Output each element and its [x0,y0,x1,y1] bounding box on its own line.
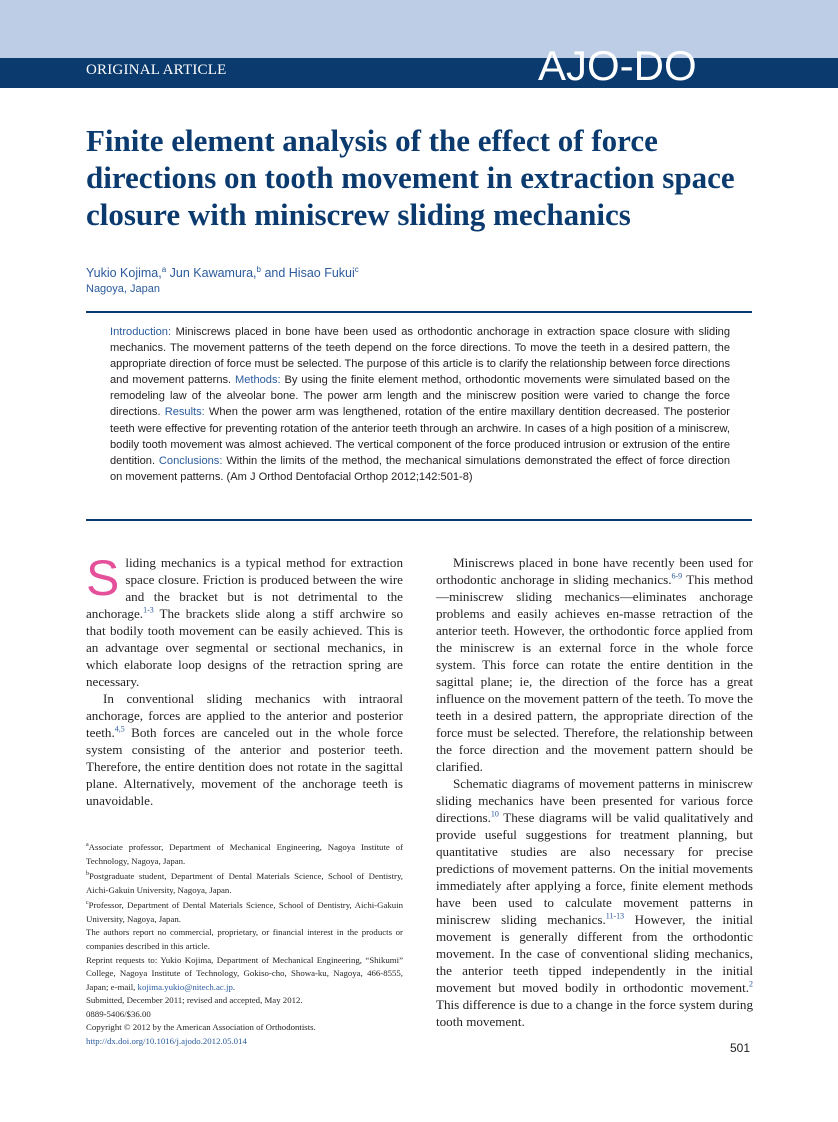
abstract-methods-heading: Methods: [234,374,281,387]
author-name: and Hisao Fukui [260,266,355,281]
citation-link[interactable]: 6-9 [671,571,683,581]
paragraph-text: This difference is due to a change in the force system during tooth movement. [436,997,753,1029]
abstract [110,324,730,485]
author-affiliation-mark: c [354,265,359,274]
author-affiliation-mark: a [161,265,167,274]
paragraph-text: The brackets slide along a stiff archwire so that bodily tooth movement can be easily achieved. This is an advantage over segmental or sectional mechanics, in which elaborate loop designs of the retraction spring are necessary. [86,606,403,689]
paragraph-text: However, the initial movement is generally different from the orthodontic movement. In the case of conventional sliding mechanics, the anterior teeth tipped independently in the initial movement but moved bodily in orthodontic movement. [436,912,753,995]
body-column-right [436,554,753,1030]
footnote-affiliation-b [86,868,403,897]
citation-link[interactable]: 2 [749,979,753,989]
footnote-text: Associate professor, Department of Mechanical Engineering, Nagoya Institute of Technology, Nagoya, Japan. [86,841,403,866]
citation-link[interactable]: 1-3 [143,605,154,615]
abstract-results-text: When the power arm was lengthened, rotation of the entire maxillary dentition decreased. The posterior teeth were effective for preventing rotation of the anterior teeth through an archwire. In cases of a high position of a miniscrew, bodily tooth movement was almost achieved. The vertical component of the force produced intrusion or extrusion of the entire dentition. [110,406,730,467]
author-name: Yukio Kojima, [86,266,162,281]
body-paragraph [436,554,753,775]
footnote-submitted: Submitted, December 2011; revised and accepted, May 2012. [86,995,303,1006]
journal-logo: AJO-DO [538,42,697,89]
doi-link[interactable]: http://dx.doi.org/10.1016/j.ajodo.2012.05.014 [86,1036,247,1047]
footnote-mark: b [86,871,89,878]
paragraph-text: These diagrams will be valid qualitatively and provide useful suggestions for treatment planning, but quantitative studies are also necessary for precise predictions of movement patterns. On the initial movements immediately after applying a force, finite element methods have been used to calculate movement patterns in miniscrew sliding mechanics. [436,810,753,927]
body-paragraph [436,775,753,1030]
footnote-mark: c [86,900,89,907]
page-number: 501 [730,1041,751,1055]
footnote-text: . [232,981,236,992]
abstract-conclusions-heading: Conclusions: [158,454,223,467]
abstract-introduction-text: Miniscrews placed in bone have been used as orthodontic anchorage in extraction space closure with sliding mechanics. The movement patterns of the teeth depend on the force directions. To move the teeth in a desired pattern, the appropriate direction of force must be selected. The purpose of this article is to clarify the relationship between force directions and movement patterns. [110,326,730,387]
footnote-affiliation-c [86,897,403,926]
body-paragraph [86,550,403,690]
abstract-conclusions-text: Within the limits of the method, the mechanical simulations demonstrated the effect of force direction on movement patterns. (Am J Orthod Dentofacial Orthop 2012;142:501-8) [110,454,731,483]
abstract-introduction-heading: Introduction: [110,326,172,338]
footnote-copyright: Copyright © 2012 by the American Association of Orthodontists. [86,1022,316,1033]
paragraph-text: liding mechanics is a typical method for extraction space closure. Friction is produced between the wire and the bracket but is not detrimental to the anchorage. [86,555,403,621]
paragraph-text: Schematic diagrams of movement patterns in miniscrew sliding mechanics have been presented for various force directions. [436,776,753,825]
abstract-top-rule [86,311,752,313]
abstract-methods-text: By using the finite element method, orthodontic movements were simulated based on the remodeling law of the alveolar bone. The power arm length and the miniscrew position were varied to change the force directions. [110,374,731,419]
drop-cap: S [86,550,120,606]
citation-link[interactable]: 10 [490,809,499,819]
citation-link[interactable]: 4,5 [114,724,125,734]
abstract-results-heading: Results: [164,406,205,419]
footnote-issn: 0889-5406/$36.00 [86,1008,151,1019]
author-name: Jun Kawamura, [166,266,257,281]
article-type-label: ORIGINAL ARTICLE [86,62,227,78]
footnote-affiliation-a [86,839,403,868]
body-paragraph [86,690,403,809]
article-title: Finite element analysis of the effect of force directions on tooth movement in extraction space closure with miniscrew sliding mechanics [86,123,735,232]
paragraph-text: In conventional sliding mechanics with intraoral anchorage, forces are applied to the anterior and posterior teeth. [86,691,403,740]
footnotes [86,839,403,1049]
footnote-text: Professor, Department of Dental Materials Science, School of Dentistry, Aichi-Gakuin University, Nagoya, Japan. [86,900,403,924]
footnote-disclosure: The authors report no commercial, proprietary, or financial interest in the products or companies described in this article. [86,927,403,951]
footnote-reprint [86,954,403,995]
paragraph-text: Miniscrews placed in bone have recently been used for orthodontic anchorage in sliding mechanics. [436,555,753,587]
header-top-band [0,0,838,58]
footnote-text: Postgraduate student, Department of Dental Materials Science, School of Dentistry, Aichi-Gakuin University, Nagoya, Japan. [86,871,403,895]
footnote-mark: a [86,842,89,848]
footnote-text: Reprint requests to: Yukio Kojima, Department of Mechanical Engineering, “Shikumi” College, Nagoya Institute of Technology, Gokiso-cho, Showa-ku, Nagoya, 466-8555, Japan; e-mail, [86,954,403,992]
email-link[interactable]: kojima.yukio@nitech.ac.jp [137,981,233,992]
author-affiliation-mark: b [256,265,261,274]
author-location: Nagoya, Japan [86,283,160,295]
paragraph-text: Both forces are canceled out in the whole force system consisting of the anterior and posterior teeth. Therefore, the entire dentition does not rotate in the sagittal plane. Alternatively, movement of the anchorage teeth is unavoidable. [86,725,403,808]
paragraph-text: This method—miniscrew sliding mechanics—eliminates anchorage problems and easily achieves en-masse retraction of the anterior teeth. However, the orthodontic force applied from the miniscrew is an external force in the whole force system. This force can rotate the entire dentition in the sagittal plane; ie, the direction of the force has a great influence on the movement pattern of the teeth. To move the teeth in a desired pattern, the appropriate direction of the force must be selected. Therefore, the relationship between the force direction and the movement pattern should be clarified. [436,572,753,774]
citation-link[interactable]: 11-13 [605,911,625,921]
abstract-bottom-rule [86,519,752,521]
body-column-left [86,550,403,809]
author-list [86,265,359,280]
